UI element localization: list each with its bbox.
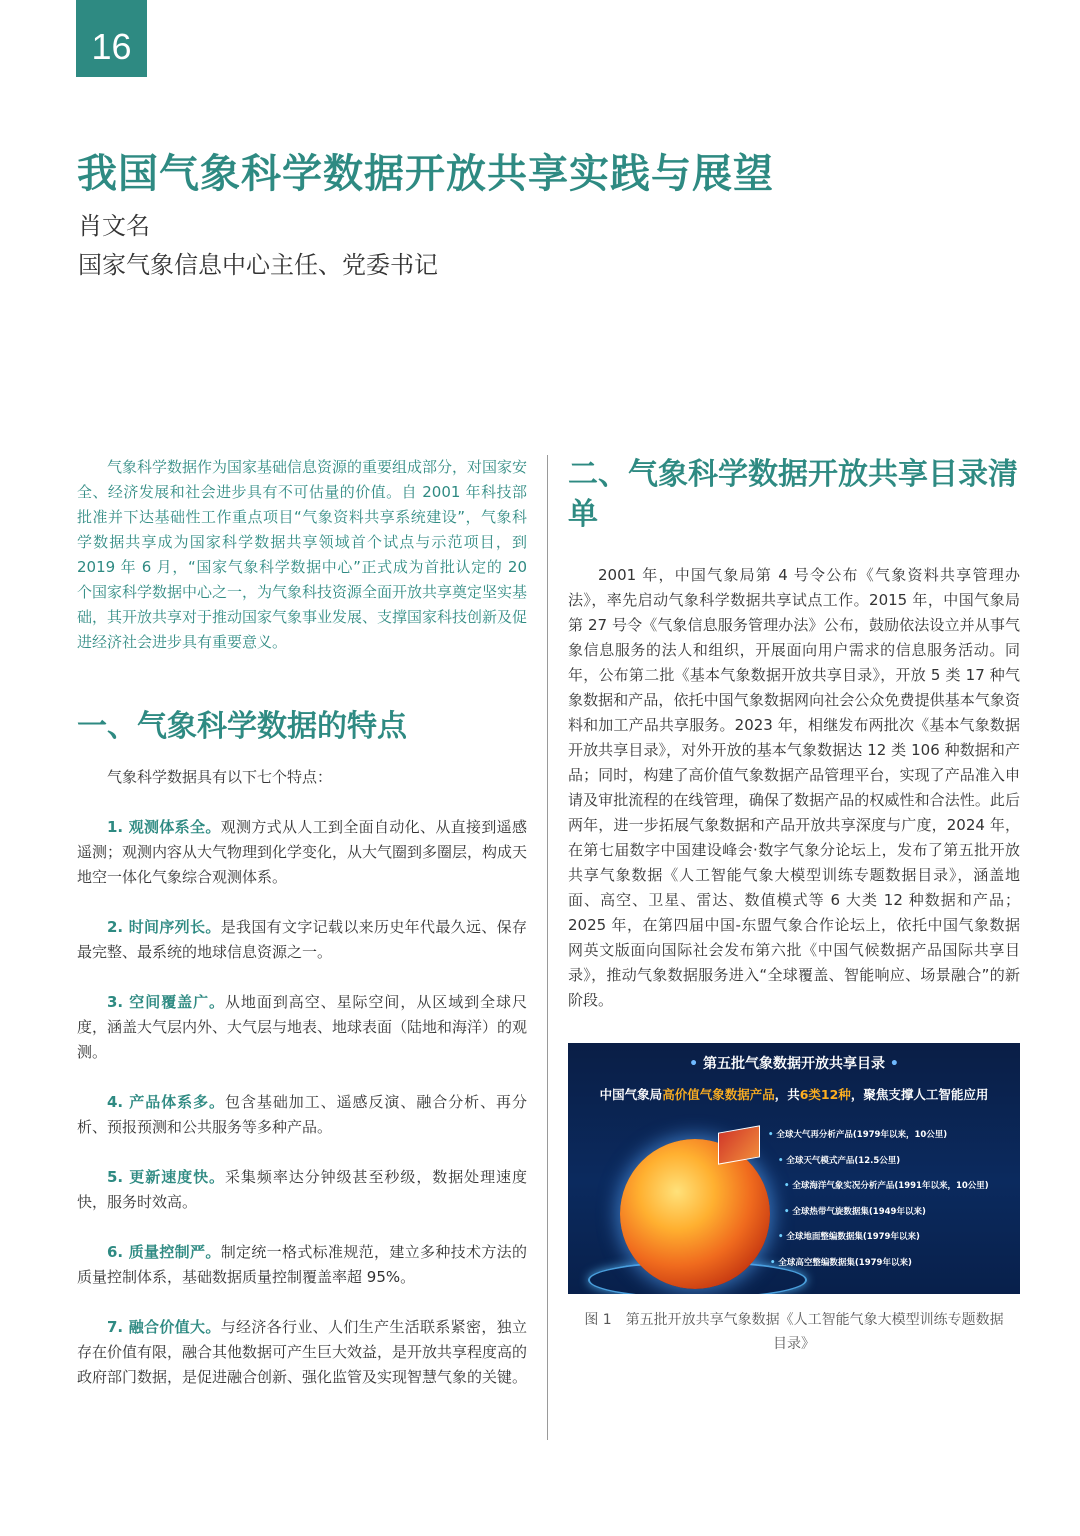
bullet-icon: • [778, 1155, 787, 1166]
section-heading-catalog: 二、气象科学数据开放共享目录清单 [568, 457, 1018, 532]
feature-keyword: 3. 空间覆盖广。 [107, 993, 225, 1011]
feature-item [77, 1240, 527, 1290]
feature-text: 与经济各行业、人们生产生活联系紧密，独立存在价值有限，融合其他数据可产生巨大效益，是开放共享程度高的政府部门数据，是促进融合创新、强化监管及实现智慧气象的关键。 [77, 1318, 528, 1386]
figure-product-list [768, 1123, 989, 1276]
page-number: 16 [76, 0, 147, 77]
right-column [568, 455, 1020, 1356]
figure-subtitle-highlight: 高价值气象数据产品 [662, 1087, 775, 1102]
author-name: 肖文名 [78, 212, 150, 240]
figure-title-text: 第五批气象数据开放共享目录 [703, 1056, 885, 1072]
dots-icon: • [889, 1056, 899, 1072]
figure-product-item [768, 1225, 989, 1251]
figure-title [568, 1053, 1020, 1073]
figure-subtitle-part: 中国气象局 [599, 1087, 663, 1102]
feature-item [77, 915, 527, 965]
figure-product-label: 全球热带气旋数据集(1949年以来) [792, 1206, 926, 1217]
figure-product-label: 全球高空整编数据集(1979年以来) [778, 1257, 912, 1268]
column-divider [547, 455, 548, 1440]
feature-item [77, 990, 527, 1065]
figure-subtitle-highlight: 6类12种 [799, 1087, 851, 1102]
feature-text: 包含基础加工、遥感反演、融合分析、再分析、预报预测和公共服务等多种产品。 [77, 1093, 527, 1136]
bullet-icon: • [784, 1206, 793, 1217]
feature-keyword: 4. 产品体系多。 [107, 1093, 225, 1111]
figure-product-item [768, 1149, 989, 1175]
feature-item [77, 815, 527, 890]
bullet-icon: • [770, 1257, 779, 1268]
section-lead: 气象科学数据具有以下七个特点： [107, 768, 333, 786]
figure-subtitle [568, 1085, 1020, 1103]
bullet-icon: • [778, 1232, 787, 1242]
figure-product-label: 全球大气再分析产品(1979年以来，10公里) [776, 1130, 948, 1140]
figure-product-label: 全球天气模式产品(12.5公里) [786, 1155, 901, 1166]
author-position: 国家气象信息中心主任、党委书记 [78, 251, 438, 279]
bullet-icon: • [768, 1130, 777, 1140]
feature-keyword: 7. 融合价值大。 [107, 1318, 221, 1336]
data-panel-graphic [718, 1125, 760, 1164]
feature-text: 从地面到高空、星际空间，从区域到全球尺度，涵盖大气层内外、大气层与地表、地球表面（陆地和海洋）的观测。 [77, 993, 528, 1061]
bullet-icon: • [784, 1181, 793, 1191]
feature-keyword: 2. 时间序列长。 [107, 918, 221, 936]
feature-text: 制定统一格式标准规范，建立多种技术方法的质量控制体系，基础数据质量控制覆盖率超 95%。 [77, 1243, 527, 1286]
figure-product-label: 全球海洋气象实况分析产品(1991年以来，10公里) [792, 1181, 989, 1191]
globe-graphic [620, 1139, 770, 1289]
feature-text: 观测方式从人工到全面自动化、从直接到遥感遥测；观测内容从大气物理到化学变化，从大气圈到多圈层，构成天地空一体化气象综合观测体系。 [77, 818, 528, 886]
feature-keyword: 1. 观测体系全。 [107, 818, 221, 836]
figure-product-item [768, 1251, 989, 1277]
dots-icon: • [689, 1056, 699, 1072]
figure-product-item [768, 1174, 989, 1200]
feature-keyword: 5. 更新速度快。 [107, 1168, 225, 1186]
figure-caption: 图 1 第五批开放共享气象数据《人工智能气象大模型训练专题数据目录》 [584, 1312, 1004, 1352]
figure-image [568, 1043, 1020, 1294]
feature-item [77, 1090, 527, 1140]
feature-text: 采集频率达分钟级甚至秒级，数据处理速度快，服务时效高。 [77, 1168, 527, 1211]
page-title: 我国气象科学数据开放共享实践与展望 [77, 151, 774, 197]
feature-text: 是我国有文字记载以来历史年代最久远、保存最完整、最系统的地球信息资源之一。 [77, 918, 527, 961]
section-heading-characteristics: 一、气象科学数据的特点 [77, 709, 407, 744]
figure-product-item [768, 1200, 989, 1226]
figure-subtitle-part: ，共 [774, 1087, 800, 1102]
figure-product-item [768, 1123, 989, 1149]
figure-product-label: 全球地面整编数据集(1979年以来) [786, 1232, 920, 1242]
feature-item [77, 1165, 527, 1215]
intro-paragraph: 气象科学数据作为国家基础信息资源的重要组成部分，对国家安全、经济发展和社会进步具有不可估量的价值。自 2001 年科技部批准并下达基础性工作重点项目“气象资料共享系统建设”，气象科学数据共享成为国家科学数据共享领域首个试点与示范项目，到 2019 年 6 月，“国家气象科学数据中心”正式成为首批认定的 20 个国家科学数据中心之一，为气象科技资源全面开放共享奠定坚实基础，其开放共享对于推动国家气象事业发展、支撑国家科技创新及促进经济社会进步具有重要意义。 [77, 458, 528, 651]
figure-subtitle-part: ，聚焦支撑人工智能应用 [850, 1087, 989, 1102]
section-body: 2001 年，中国气象局第 4 号令公布《气象资料共享管理办法》，率先启动气象科学数据共享试点工作。2015 年，中国气象局第 27 号令《气象信息服务管理办法》公布，鼓励依法设立并从事气象信息服务的法人和组织，开展面向用户需求的信息服务活动。同年，公布第二批《基本气象数据开放共享目录》，开放 5 类 17 种气象数据和产品，依托中国气象数据网向社会公众免费提供基本气象资料和加工产品共享服务。2023 年，相继发布两批次《基本气象数据开放共享目录》，对外开放的基本气象数据达 12 类 106 种数据和产品；同时，构建了高价值气象数据产品管理平台，实现了产品准入申请及审批流程的在线管理，确保了数据产品的权威性和合法性。此后两年，进一步拓展气象数据和产品开放共享深度与广度，2024 年，在第七届数字中国建设峰会·数字气象分论坛上，发布了第五批开放共享气象数据《人工智能气象大模型训练专题数据目录》，涵盖地面、高空、卫星、雷达、数值模式等 6 大类 12 种数据和产品；2025 年，在第四届中国-东盟气象合作论坛上，依托中国气象数据网英文版面向国际社会发布第六批《中国气候数据产品国际共享目录》，推动气象数据服务进入“全球覆盖、智能响应、场景融合”的新阶段。 [568, 566, 1020, 1009]
feature-keyword: 6. 质量控制严。 [107, 1243, 221, 1261]
left-column [77, 455, 527, 1390]
feature-item [77, 1315, 527, 1390]
